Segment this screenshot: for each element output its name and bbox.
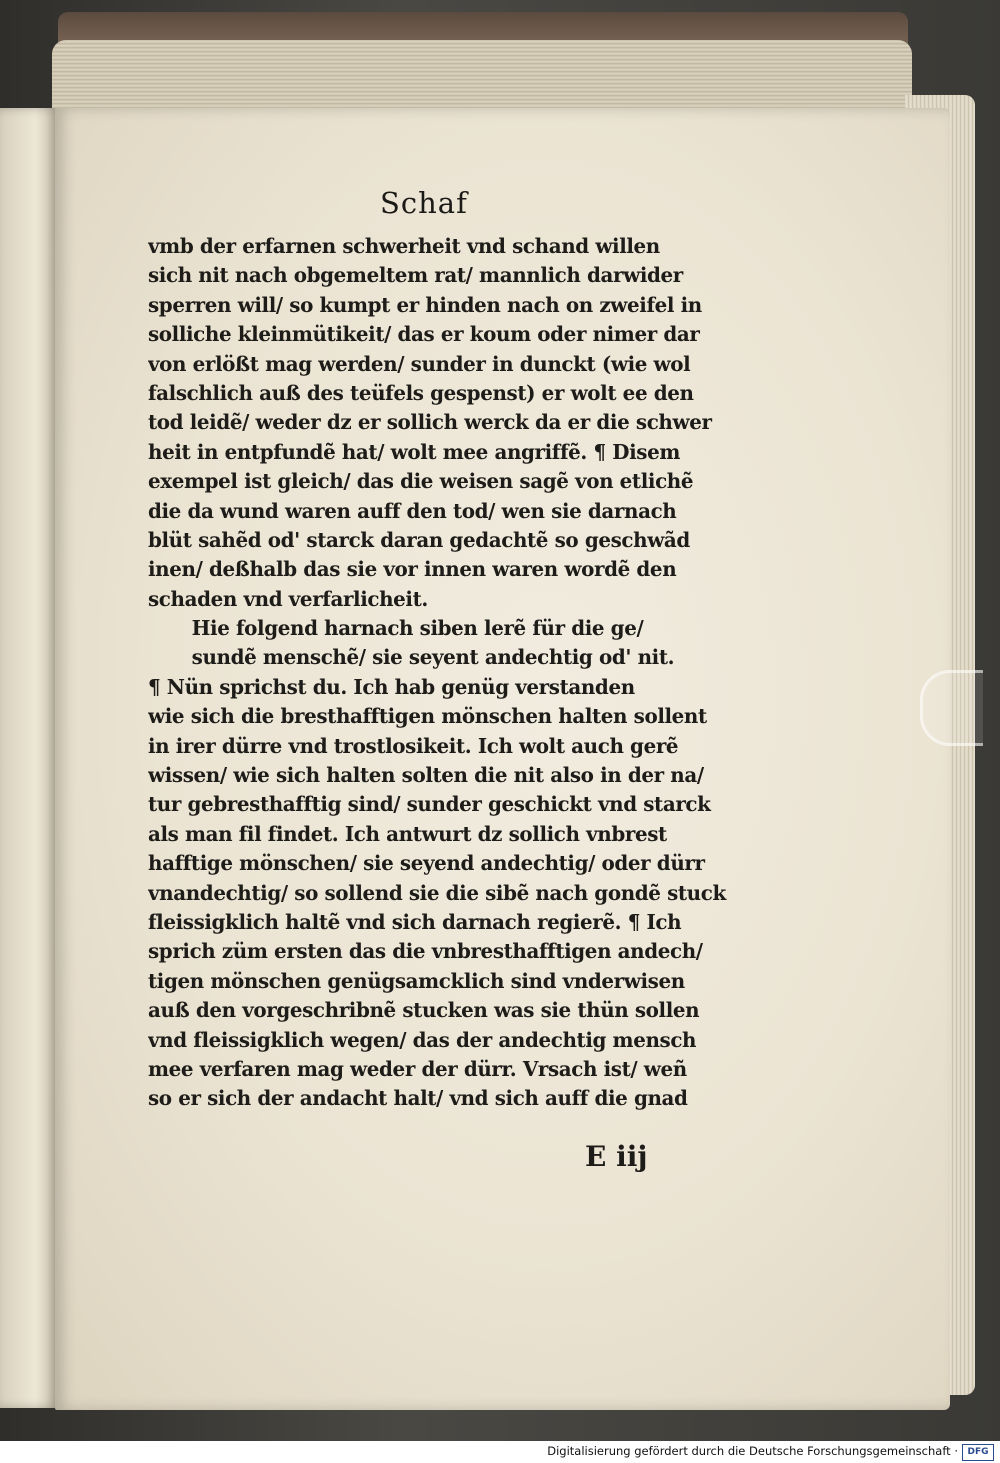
section-heading-line: sundẽ menschẽ/ sie seyent andechtig od' nit.: [191, 645, 675, 670]
page-stack-top-edge: [52, 40, 912, 112]
text-line: exempel ist gleich/ das die weisen sagẽ von etlichẽ: [148, 469, 694, 494]
text-line: solliche kleinmütikeit/ das er koum oder nimer dar: [148, 322, 700, 347]
running-head: Schaf: [380, 186, 468, 220]
text-line: wissen/ wie sich halten solten die nit also in der na/: [148, 763, 704, 788]
text-line: fleissigklich haltẽ vnd sich darnach regierẽ. ¶ Ich: [148, 909, 682, 934]
text-line: ¶ Nün sprichst du. Ich hab genüg verstanden: [148, 674, 635, 699]
text-line: von erlößt mag werden/ sunder in dunckt (wie wol: [148, 351, 691, 376]
text-line: vmb der erfarnen schwerheit vnd schand willen: [148, 234, 660, 258]
text-line: auß den vorgeschribnẽ stucken was sie thün sollen: [148, 998, 700, 1023]
text-line: als man fil findet. Ich antwurt dz sollich vnbrest: [148, 821, 667, 846]
text-line: sprich züm ersten das die vnbresthafftigen andech/: [148, 939, 703, 964]
text-line: vnandechtig/ so sollend sie die sibẽ nach gondẽ stuck: [148, 880, 726, 905]
text-line: schaden vnd verfarlicheit.: [148, 586, 428, 611]
text-line: heit in entpfundẽ hat/ wolt mee angriffẽ. ¶ Disem: [148, 439, 681, 464]
text-line: blüt sahẽd od' starck daran gedachtẽ so geschwãd: [148, 527, 690, 552]
footer-bar: [0, 1441, 1000, 1463]
text-line: so er sich der andacht halt/ vnd sich auff die gnad: [148, 1086, 688, 1111]
bookmark-clip: [920, 670, 983, 746]
dfg-logo: DFG: [962, 1444, 994, 1461]
text-line: die da wund waren auff den tod/ wen sie darnach: [148, 498, 677, 523]
text-line: sperren will/ so kumpt er hinden nach on zweifel in: [148, 292, 702, 317]
text-line: falschlich auß des teüfels gespenst) er wolt ee den: [148, 380, 694, 405]
text-line: sich nit nach obgemeltem rat/ mannlich darwider: [148, 263, 683, 288]
text-line: mee verfaren mag weder der dürr. Vrsach ist/ weñ: [148, 1056, 687, 1081]
text-line: wie sich die bresthafftigen mönschen halten sollent: [148, 704, 707, 729]
footer-credit: Digitalisierung gefördert durch die Deutsche Forschungsgemeinschaft ·: [547, 1444, 958, 1458]
text-line: tigen mönschen genügsamcklich sind vnderwisen: [148, 968, 685, 993]
text-block: [148, 232, 748, 1114]
section-heading-line: Hie folgend harnach siben lerẽ für die ge/: [191, 616, 644, 641]
signature-mark: E iij: [585, 1140, 648, 1173]
left-page-edge: [0, 108, 58, 1408]
text-line: tur gebresthafftig sind/ sunder geschickt vnd starck: [148, 792, 711, 817]
text-line: hafftige mönschen/ sie seyend andechtig/ oder dürr: [148, 851, 705, 876]
text-line: inen/ deßhalb das sie vor innen waren wordẽ den: [148, 557, 677, 582]
text-line: tod leidẽ/ weder dz er sollich werck da er die schwer: [148, 410, 712, 435]
text-line: in irer dürre vnd trostlosikeit. Ich wolt auch gerẽ: [148, 733, 679, 758]
text-line: vnd fleissigklich wegen/ das der andechtig mensch: [148, 1027, 697, 1052]
